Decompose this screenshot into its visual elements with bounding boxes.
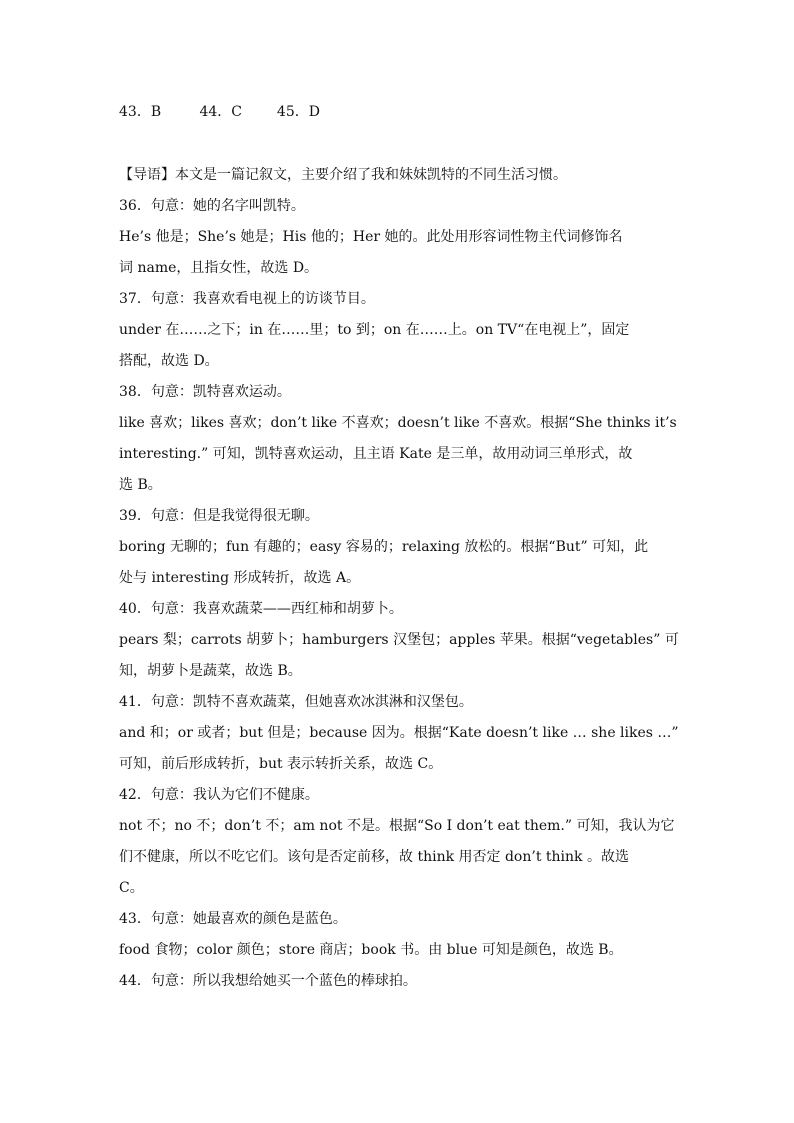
q40-explanation-line-2: 知，胡萝卜是蔬菜，故选 B。 bbox=[119, 663, 302, 679]
q44-meaning: 44．句意：所以我想给她买一个蓝色的棒球拍。 bbox=[119, 973, 417, 989]
q42-explanation-line-2: 们不健康，所以不吃它们。该句是否定前移，故 think 用否定 don’t think 。故选 bbox=[119, 849, 629, 865]
q43-meaning: 43．句意：她最喜欢的颜色是蓝色。 bbox=[119, 911, 347, 927]
q36-explanation-line-1: He’s 他是；She’s 她是；His 他的；Her 她的。此处用形容词性物主代词修饰名 bbox=[119, 229, 623, 245]
explanation-body bbox=[119, 160, 679, 997]
q41-explanation-line-1: and 和；or 或者；but 但是；because 因为。根据“Kate doesn’t like … she likes …” bbox=[119, 725, 679, 741]
q42-explanation-line-3: C。 bbox=[119, 880, 144, 896]
q40-explanation-line-1: pears 梨；carrots 胡萝卜；hamburgers 汉堡包；apples 苹果。根据“vegetables” 可 bbox=[119, 632, 679, 648]
answer-44: 44．C bbox=[199, 104, 242, 120]
answer-45: 45．D bbox=[276, 104, 320, 120]
q38-explanation-line-2: interesting.” 可知，凯特喜欢运动，且主语 Kate 是三单，故用动词三单形式，故 bbox=[119, 446, 633, 462]
q42-explanation-line-1: not 不；no 不；don’t 不；am not 不是。根据“So I don’t eat them.” 可知，我认为它 bbox=[119, 818, 675, 834]
q42-meaning: 42．句意：我认为它们不健康。 bbox=[119, 787, 319, 803]
q39-explanation-line-2: 处与 interesting 形成转折，故选 A。 bbox=[119, 570, 361, 586]
q39-explanation-line-1: boring 无聊的；fun 有趣的；easy 容易的；relaxing 放松的。根据“But” 可知，此 bbox=[119, 539, 649, 555]
q36-explanation-line-2: 词 name，且指女性，故选 D。 bbox=[119, 260, 319, 276]
q37-explanation-line-1: under 在……之下；in 在……里；to 到；on 在……上。on TV“在电视上”，固定 bbox=[119, 322, 630, 338]
answer-key-row bbox=[119, 101, 320, 123]
q37-meaning: 37．句意：我喜欢看电视上的访谈节目。 bbox=[119, 291, 375, 307]
intro-line: 【导语】本文是一篇记叙文，主要介绍了我和妹妹凯特的不同生活习惯。 bbox=[119, 167, 567, 183]
q41-meaning: 41．句意：凯特不喜欢蔬菜，但她喜欢冰淇淋和汉堡包。 bbox=[119, 694, 473, 710]
q38-explanation-line-1: like 喜欢；likes 喜欢；don’t like 不喜欢；doesn’t like 不喜欢。根据“She thinks it’s bbox=[119, 415, 677, 431]
q37-explanation-line-2: 搭配，故选 D。 bbox=[119, 353, 219, 369]
q38-explanation-line-3: 选 B。 bbox=[119, 477, 162, 493]
q39-meaning: 39．句意：但是我觉得很无聊。 bbox=[119, 508, 319, 524]
answer-43: 43．B bbox=[119, 104, 162, 120]
q36-meaning: 36．句意：她的名字叫凯特。 bbox=[119, 198, 305, 214]
q38-meaning: 38．句意：凯特喜欢运动。 bbox=[119, 384, 291, 400]
q41-explanation-line-2: 可知，前后形成转折，but 表示转折关系，故选 C。 bbox=[119, 756, 443, 772]
q40-meaning: 40．句意：我喜欢蔬菜——西红柿和胡萝卜。 bbox=[119, 601, 403, 617]
q43-explanation-line-1: food 食物；color 颜色；store 商店；book 书。由 blue 可知是颜色，故选 B。 bbox=[119, 942, 623, 958]
